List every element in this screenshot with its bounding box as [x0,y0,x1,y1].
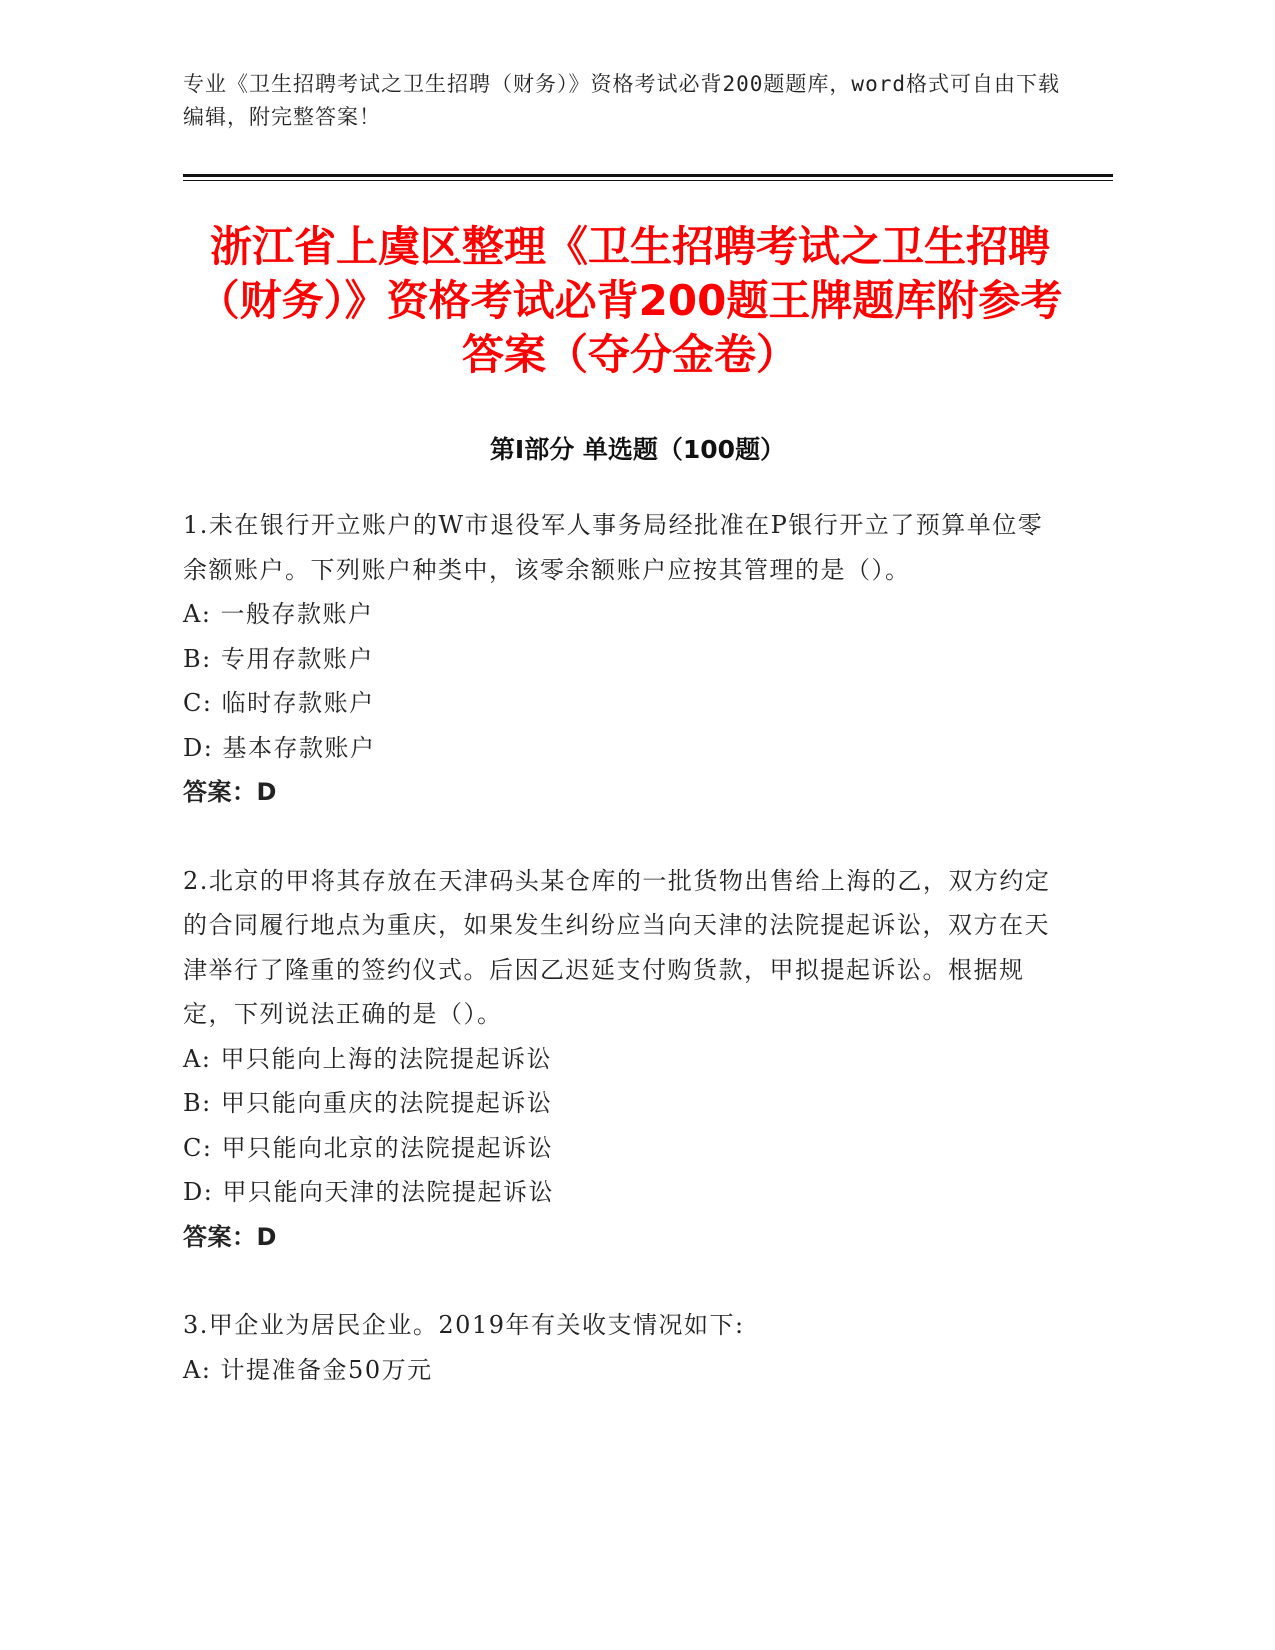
header-divider-thick [183,174,1113,177]
document-title: 浙江省上虞区整理《卫生招聘考试之卫生招聘（财务）》资格考试必背200题王牌题库附参考答案（夺分金卷） [197,222,1063,379]
option-a: A: 计提准备金50万元 [183,1355,433,1384]
answer-label: 答案： [183,778,257,806]
option-a: A: 甲只能向上海的法院提起诉讼 [183,1044,553,1073]
question-item [183,1303,1053,1392]
option-b: B: 甲只能向重庆的法院提起诉讼 [183,1089,553,1117]
answer-label: 答案： [183,1222,257,1251]
option-c: C: 甲只能向北京的法院提起诉讼 [183,1133,554,1162]
answer-value: D [256,778,277,806]
question-stem: 3.甲企业为居民企业。2019年有关收支情况如下: [183,1311,745,1339]
question-item [183,859,1053,1260]
header-note: 专业《卫生招聘考试之卫生招聘（财务）》资格考试必背200题题库，word格式可自由下载编辑，附完整答案！ [183,72,1060,129]
answer-value: D [256,1222,277,1251]
header-divider-thin [183,180,1113,181]
question-stem: 1.未在银行开立账户的W市退役军人事务局经批准在P银行开立了预算单位零余额账户。下列账户种类中，该零余额账户应按其管理的是（）。 [183,511,1044,584]
answer-line [183,1215,1053,1260]
option-a: A: 一般存款账户 [183,600,374,628]
option-c: C: 临时存款账户 [183,689,375,717]
question-item [183,503,1053,815]
option-b: B: 专用存款账户 [183,644,374,673]
answer-line [183,770,1053,815]
question-list [183,503,1053,1436]
question-stem: 2.北京的甲将其存放在天津码头某仓库的一批货物出售给上海的乙，双方约定的合同履行地点为重庆，如果发生纠纷应当向天津的法院提起诉讼，双方在天津举行了隆重的签约仪式。后因乙迟延支付购货款，甲拟提起诉讼。根据规定，下列说法正确的是（）。 [183,866,1051,1028]
option-d: D: 基本存款账户 [183,733,376,762]
option-d: D: 甲只能向天津的法院提起诉讼 [183,1178,554,1206]
section-title: 第Ⅰ部分 单选题（100题） [489,435,786,464]
